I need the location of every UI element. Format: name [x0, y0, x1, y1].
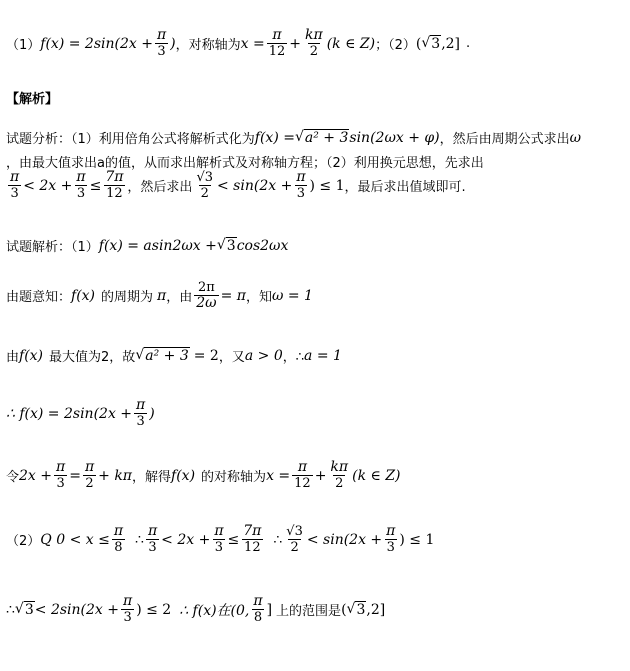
solution-line-2: 由题意知： f(x) 的周期为 π ，由 $\frac{2\pi}{2\omega}$ = π ，知 ω = 1	[6, 280, 313, 311]
sqrt-expression: √ 3	[421, 35, 441, 52]
analysis-line-1: 试题分析：（1）利用倍角公式将解析式化为 f(x) = √ a² + 3 sin(2ωx + φ) ，然后由周期公式求出 ω	[6, 129, 582, 147]
solution-line-3: 由 f(x) 最大值为2，故 √ a² + 3 = 2 ，又 a > 0 ，∴ a = 1	[6, 347, 342, 365]
solution-line-7: ∴ √ 3 < 2sin(2x + $\frac{\pi}{3}$ ) ≤ 2 ∴ f(x)在(0, $\frac{\pi}{8}$ ] 上的范围是 ( √ 3 ,2]	[6, 593, 386, 625]
part2-label: ；（2）	[375, 38, 416, 53]
solution-line-1: 试题解析：（1） f(x) = asin2ωx + √ 3 cos2ωx	[6, 237, 289, 255]
axis-text: ，对称轴为	[175, 38, 241, 53]
solution-line-4: ∴ f(x) = 2sin(2x + $\frac{\pi}{3}$ )	[6, 397, 155, 429]
analysis-line-3: $\frac{\pi}{3}$ < 2x + $\frac{\pi}{3}$ ≤ $\frac{7\pi}{12}$ ，然后求出 $\frac{√3}{2}$ < sin(2x + $\frac{\pi}{3}$ ) ≤ 1 ，最后求出值域即可.	[10, 169, 466, 201]
answer-line: （1） f(x) = 2sin(2x + $\frac{\pi}{3}$ ) ，对称轴为 x = $\frac{\pi}{12}$ + $\frac{k\pi}{2}$ (k ∈ Z) ；（2） ( √ 3 ,2] .	[6, 27, 471, 59]
solution-line-6: （2） Q 0 < x ≤ $\frac{\pi}{8}$ ∴ $\frac{\pi}{3}$ < 2x + $\frac{\pi}{3}$ ≤ $\frac{7\pi}{12}$ ∴ $\frac{√3}{2}$ < sin(2x + $\frac{\pi}{3}$ ) ≤ 1	[6, 523, 435, 555]
solution-line-5: 令 2x + $\frac{\pi}{3}$ = $\frac{\pi}{2}$ + kπ ，解得 f(x) 的对称轴为 x = $\frac{\pi}{12}$ + $\frac{k\pi}{2}$ (k ∈ Z)	[6, 459, 401, 491]
analysis-heading: 【解析】	[6, 92, 59, 107]
part1-label: （1）	[6, 38, 41, 53]
fraction: $\frac{\pi}{3}$	[156, 27, 167, 59]
analysis-line-2: ，由最大值求出a的值，从而求出解析式及对称轴方程；（2）利用换元思想，先求出	[6, 156, 484, 171]
formula-f: f(x) = 2sin(2x +	[40, 35, 153, 52]
